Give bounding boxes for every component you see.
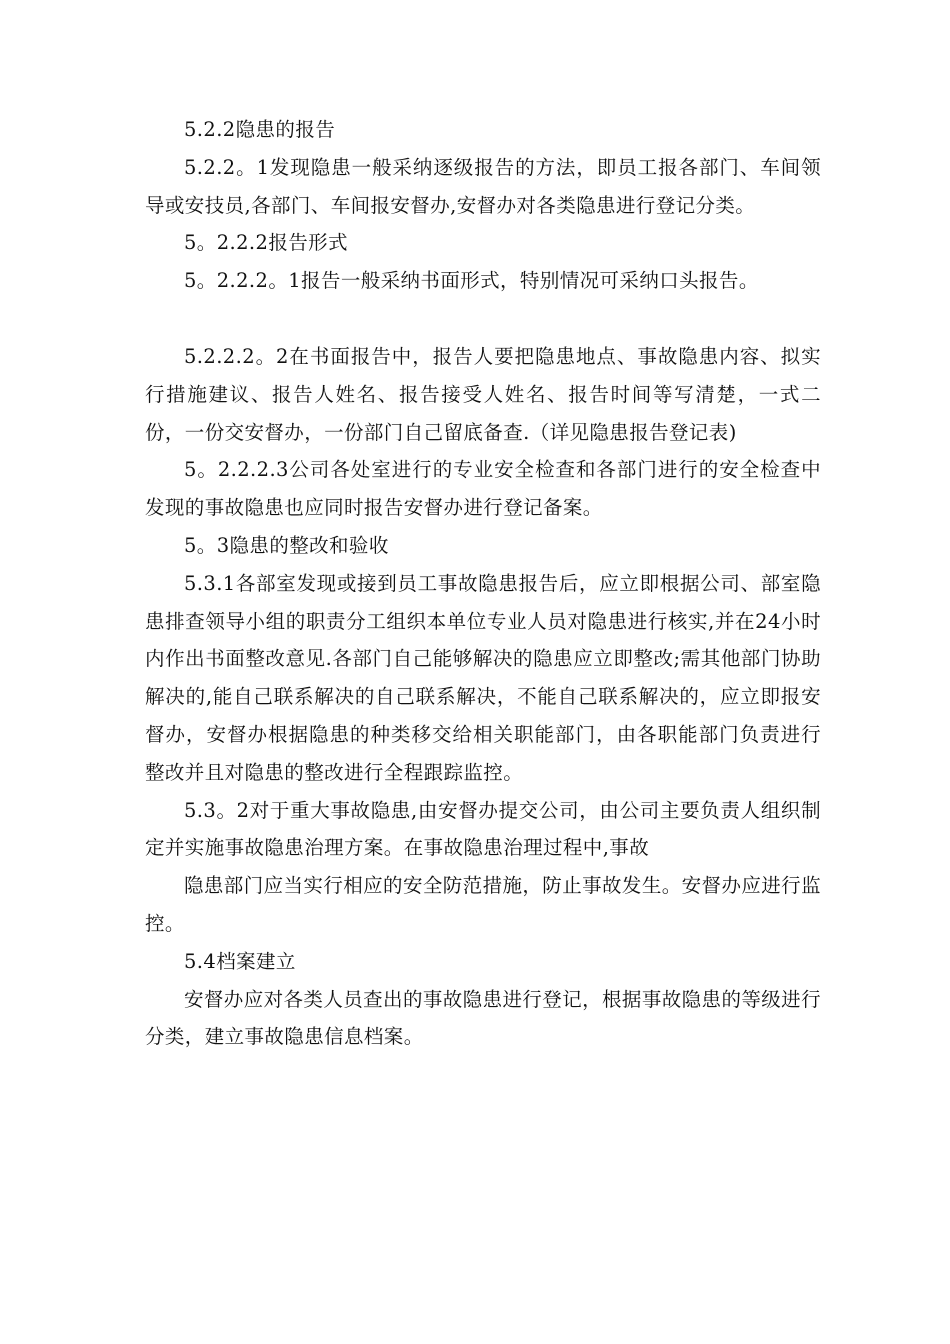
paragraph-5-4: 安督办应对各类人员查出的事故隐患进行登记，根据事故隐患的等级进行分类，建立事故隐患信息档案。 (145, 987, 821, 1049)
paragraph-5-2-2-2-2: 5.2.2.2。2在书面报告中，报告人要把隐患地点、事故隐患内容、拟实行措施建议、报告人姓名、报告接受人姓名、报告时间等写清楚，一式二份，一份交安督办，一份部门自己留底备查.（详见隐患报告登记表) (145, 344, 821, 444)
paragraph-5-3-1: 5.3.1各部室发现或接到员工事故隐患报告后，应立即根据公司、部室隐患排查领导小组的职责分工组织本单位专业人员对隐患进行核实,并在24小时内作出书面整改意见.各部门自己能够解决的隐患应立即整改;需其他部门协助解决的,能自己联系解决的自己联系解决，不能自己联系解决的，应立即报安督办，安督办根据隐患的种类移交给相关职能部门，由各职能部门负责进行整改并且对隐患的整改进行全程跟踪监控。 (145, 571, 821, 784)
blank-line (145, 300, 821, 338)
paragraph-5-2-2-1: 5.2.2。1发现隐患一般采纳逐级报告的方法，即员工报各部门、车间领导或安技员,各部门、车间报安督办,安督办对各类隐患进行登记分类。 (145, 155, 821, 217)
heading-5-2-2: 5.2.2隐患的报告 (184, 118, 336, 141)
document-page (145, 111, 821, 1056)
heading-5-3: 5。3隐患的整改和验收 (184, 533, 389, 557)
paragraph-5-2-2-2-1: 5。2.2.2。1报告一般采纳书面形式，特别情况可采纳口头报告。 (184, 269, 759, 293)
paragraph-5-3-2: 5.3。2对于重大事故隐患,由安督办提交公司，由公司主要负责人组织制定并实施事故隐患治理方案。在事故隐患治理过程中,事故 (145, 798, 821, 860)
paragraph-5-3-2-continued: 隐患部门应当实行相应的安全防范措施，防止事故发生。安督办应进行监控。 (145, 874, 821, 935)
heading-5-2-2-2: 5。2.2.2报告形式 (184, 231, 348, 255)
paragraph-5-2-2-2-3: 5。2.2.2.3公司各处室进行的专业安全检查和各部门进行的安全检查中发现的事故隐患也应同时报告安督办进行登记备案。 (145, 458, 821, 520)
heading-5-4: 5.4档案建立 (184, 949, 296, 973)
